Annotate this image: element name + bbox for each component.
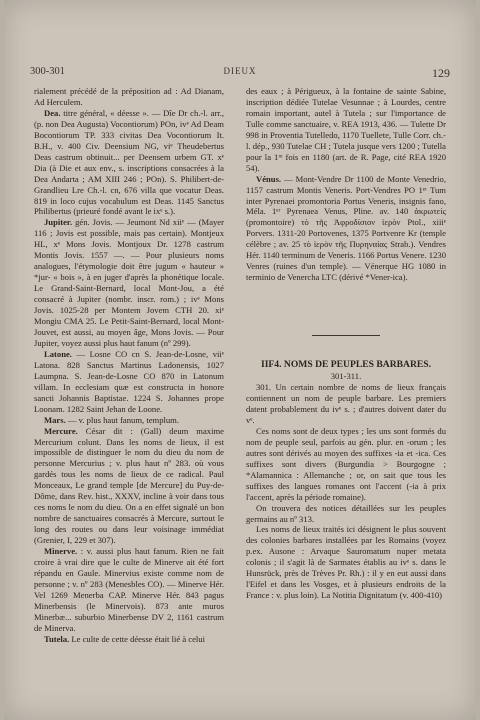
right-column: [246, 86, 446, 601]
page-header: [30, 66, 450, 80]
running-title: DIEUX: [223, 66, 257, 76]
entry-dea: Dea. titre général, « déesse ». — Dîe Dr ch.-l. arr., (p. non Dea Augusta) Vocontiorum) POn, ivᵉ Ad Deam Bocontiorum TP. 333 civitas Dea Vocontiorum It. B.H., v. 400 Civ. Deensium NG, viᵉ Theudebertus Deas castrum obtinuit... per Deensem urbem GT. xᵉ Dia (à Die et aux env., s. inscriptions consacrées à la Dea Andarta ; AM XIII 246 ; POn). S. Philibert-de-Grandlieu Lre Ch.-l. cn, 676 villa que vocatur Deas. 819 in loco cujus vocabulum est Deas. 1145 Sanctus Philibertus (prieuré fondé avant le ixᵉ s.).: [34, 107, 224, 217]
entry-headword: Mars.: [44, 414, 66, 425]
section-divider: [312, 335, 380, 336]
page-number: 129: [432, 66, 450, 80]
section-title: IIF4. NOMS DE PEUPLES BARBARES.: [260, 359, 432, 371]
entry-mercure: Mercure. César dit : (Gall) deum maxime Mercurium colunt. Dans les noms de lieux, il est impossible de distinguer le nom du dieu du nom de personne Mercurius ; v. plus haut nº 283. où vous gardés tous les noms de lieux de ce radical. Paul Monceaux, Le grand temple [de Mercure] du Puy-de-Dôme, dans Rev. hist., XXXV, incline à voir dans tous ces noms le nom du dieu. On a en effet signalé un bon nombre de sanctuaires consacrés à Mercure, surtout le long des routes ou dans leur voisinage immédiat (Grenier, I, 229 et 307).: [34, 425, 224, 546]
left-column: [34, 86, 224, 645]
section-subtitle: 301-311.: [330, 371, 362, 382]
entry-headword: Tutela.: [44, 633, 70, 644]
entry-headword: Vénus.: [256, 173, 282, 184]
entry-mars: Mars. — v. plus haut fanum, templum.: [44, 414, 180, 425]
entry-headword: Mercure.: [44, 425, 78, 436]
entry-latone: Latone. — Losne CO cn S. Jean-de-Losne, viiᵉ Latona. 828 Sanctus Martinus Ladonensis, 1027 Laumpna. S. Jean-de-Losne CO 870 in Latonum villam. In ecclesiam quæ est constructa in honore sancti Johannis Baptistae. 1224 S. Johannes prope Loonam. 1282 Saint Jehan de Loone.: [34, 348, 224, 414]
entry-jupiter: Jupiter. gén. Jovis. — Jeumont Nd xiiᵉ — (Mayer 116 ; Jovis est possible, mais pas certain). Montjeux HL, xᵉ Mons Jovis. Montjoux Dr. 1278 castrum Montis Jovis. 1557 —. — Pour plusieurs noms analogues, l'étymologie doit être jugum « hauteur » *jur- « bois », à en juger d'après la phonétique locale. Le Grand-Saint-Bernard, local Mont-Jou, a été consacré à Jupiter (nombr. inscr. rom.) ; ivᵉ Mons Jovis. 1025-28 per Montem Jovem CTH 20. xiᵉ Mongiu CMA 25. Le Petit-Saint-Bernard, local Mont-Jouvet, est aussi, au moyen âge, Mons Jovis. — Pour Jupiter, voyez aussi plus haut fanum (nº 299).: [34, 217, 224, 348]
body-paragraph: Ces noms sont de deux types ; les uns sont formés du nom de peuple seul, parfois au gén. plur. en -orum ; les autres sont dérivés au moyen des suffixes -ia et -ica. Ces suffixes sont divers (Burgundia > Bourgogne ; *Alamannica : Allemanche ; or, on sait que tous les suffixes des langues romanes ont l'accent (-ia à prix l'accent, après la période romaine).: [246, 425, 446, 502]
entry-headword: Jupiter.: [44, 217, 73, 228]
body-paragraph: 301. Un certain nombre de noms de lieux français contiennent un nom de peuple barbare. Les premiers datent probablement du ivᵉ s. ; d'autres doivent dater du vᵉ.: [246, 382, 446, 425]
entry-tutela: Tutela. Le culte de cette déesse était lié à celui: [44, 633, 205, 644]
entry-minerve: Minerve. : v. aussi plus haut fanum. Rien ne fait croire à vrai dire que le culte de Minerve ait été fort répandu en Gaule. Minervius existe comme nom de personne ; v. nº 283 (Menesbles CO). — Minerve Hér. Vel 1269 Menerba CAP. Minerve Hér. 843 pagus Minerbensis (le Minervois). 873 ante muros Minerbæ... suburbio Minerbense DV 2, 1161 castrum de Minerva.: [34, 546, 224, 633]
entry-headword: Minerve.: [44, 546, 78, 557]
entry-venus: Vénus. — Mont-Vendre Dr 1100 de Monte Venedrio, 1157 castrum Montis Veneris. Port-Vendres PO 1ᵉʳ Tum inter Pyrenaei promontoria Portus Veneris, insignis fano, Méla. 1ᵉʳ Pyrenaea Venus, Pline. av. 140 ἀκρωτείς (promontoire) τὸ τῆς Ἀφροδίσιον ἱερὸν Ptol., xiiiᵉ Porvers. 1311-20 Portovenes, 1375 Portvenre Kr (temple célèbre ; av. 25 τὸ ἱερὸν τῆς Πυρηναίας Strab.). Vendres Hér. 1140 terminum de Veneris. 1166 Portus Venere. 1230 Venres (ruines d'un temple). — Vénerque HG 1080 in terminio de Venercha LTC (dérivé *Vener-ica).: [246, 173, 446, 283]
entry-headword: Latone.: [44, 348, 72, 359]
entry-paragraph: des eaux ; à Périgueux, à la fontaine de sainte Sabine, inscription dédiée Tutelae Vesunnae ; à Lourdes, centre romain important, autel à Tutela ; sur l'importance de Tulle comme sanctuaire, v. REA 1913, 436. — Tulette Dr 998 in Proventia Tutelledo, 1170 Tuellete, Tulle Corr. ch.-l. dép., 930 Tutelae CH ; Tutela jusque vers 1200 ; Tutella pour la 1ʳᵉ fois en 1180 (art. de R. Page, cité REA 1920 54).: [246, 86, 446, 173]
entry-headword: Dea.: [44, 107, 61, 118]
body-paragraph: On trouvera des notices détaillées sur les peuples germains au nº 313.: [246, 502, 446, 524]
body-paragraph: Les noms de lieux traités ici désignent le plus souvent des colonies barbares installées par les Romains (voyez p.ex. Ausone : Arvaque Sauromatum nuper metata colonis ; il s'agit là de Sarmates établis au ivᵉ s. dans le Hunsrück, près de Trèves Pr. Rh.) : il y en eut aussi dans l'Eifel et dans les Vosges, et à plusieurs endroits de la France : v. plus loin). La Notitia Dignitatum (v. 400-410): [246, 524, 446, 601]
section-range: 300-301: [30, 66, 65, 77]
book-page: [4, 0, 476, 720]
entry-paragraph: rialement précédé de la préposition ad : Ad Dianam, Ad Herculem.: [34, 86, 224, 107]
